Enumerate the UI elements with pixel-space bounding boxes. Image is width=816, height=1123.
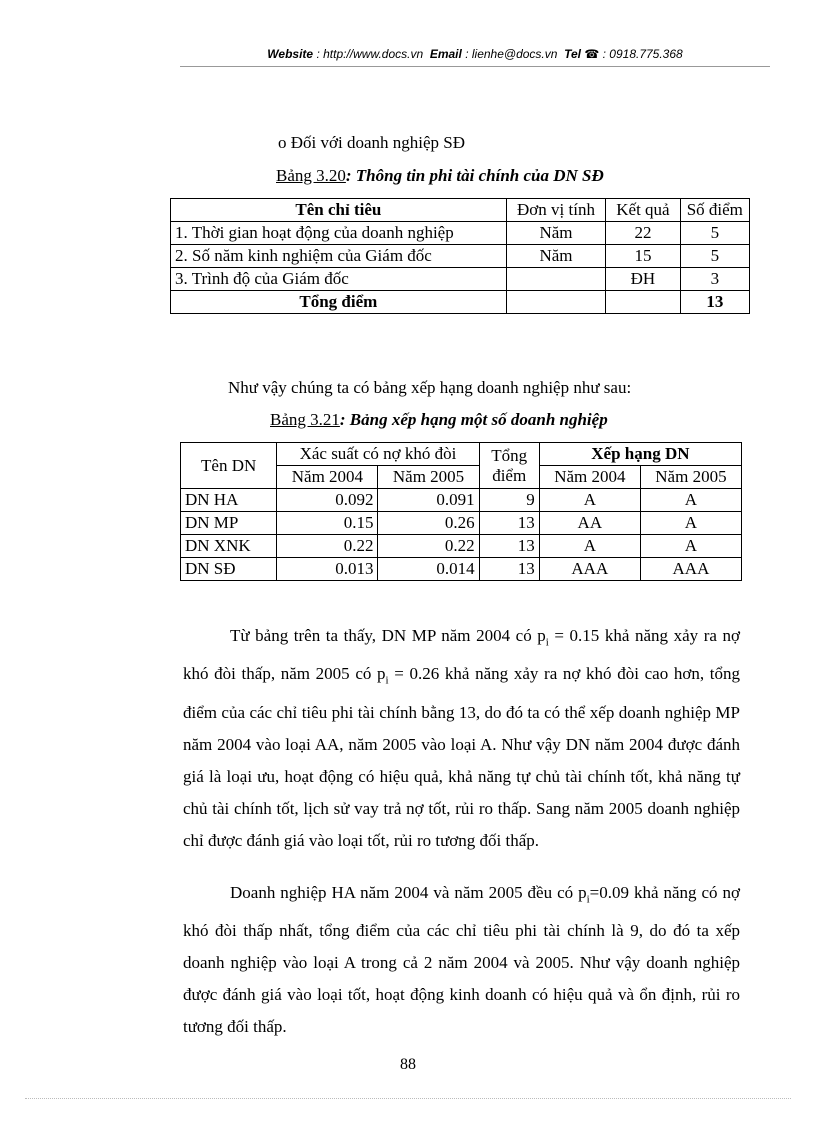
- header-rank: Xếp hạng DN: [539, 443, 741, 466]
- table-row: [181, 558, 742, 581]
- cell: A: [640, 535, 741, 558]
- ranking-table: [180, 442, 742, 581]
- cell: 5: [680, 245, 749, 268]
- page-header: [180, 47, 770, 61]
- header-unit: Đơn vị tính: [506, 199, 606, 222]
- cell: 3: [680, 268, 749, 291]
- cell: 3. Trình độ của Giám đốc: [171, 268, 507, 291]
- cell: 13: [479, 512, 539, 535]
- section-bullet: o Đối với doanh nghiệp SĐ: [278, 133, 466, 152]
- text-run: Từ bảng trên ta thấy, DN MP năm 2004 có p: [230, 626, 546, 645]
- header-total: Tổng điểm: [479, 443, 539, 489]
- text-run: Doanh nghiệp HA năm 2004 và năm 2005 đều có p: [230, 883, 587, 902]
- table2-caption-title: : Bảng xếp hạng một số doanh nghiệp: [339, 410, 608, 429]
- table-header-row: [171, 199, 750, 222]
- subscript: i: [586, 893, 590, 906]
- cell: 0.26: [378, 512, 479, 535]
- cell: A: [539, 489, 640, 512]
- total-label: Tổng điểm: [171, 291, 507, 314]
- table-total-row: [171, 291, 750, 314]
- cell: DN SĐ: [181, 558, 277, 581]
- cell: 5: [680, 222, 749, 245]
- header-result: Kết quả: [606, 199, 680, 222]
- cell: ĐH: [606, 268, 680, 291]
- text-run: = 0.15 khả năng xảy ra nợ khó đòi thấp, năm 2005 có p: [183, 626, 740, 684]
- header-score: Số điểm: [680, 199, 749, 222]
- cell: AAA: [539, 558, 640, 581]
- table-row: [181, 489, 742, 512]
- paragraph-ha-analysis: [183, 877, 740, 1043]
- header-name: Tên DN: [181, 443, 277, 489]
- cell: 0.15: [277, 512, 378, 535]
- text-run: = 0.26 khả năng xảy ra nợ khó đòi cao hơn, tổng điểm của các chỉ tiêu phi tài chính bằng 13, do đó ta có thể xếp doanh nghiệp MP năm 2004 vào loại AA, năm 2005 vào loại A. Như vậy DN năm 2004 được đánh giá là loại ưu, hoạt động có hiệu quả, khả năng tự chủ tài chính tốt, khả năng tự chủ tài chính tốt, lịch sử vay trả nợ tốt, rủi ro thấp. Sang năm 2005 doanh nghiệp chỉ được đánh giá vào loại tốt, rủi ro tương đối thấp.: [183, 664, 740, 850]
- cell: DN HA: [181, 489, 277, 512]
- table-row: [171, 268, 750, 291]
- header-probability: Xác suất có nợ khó đòi: [277, 443, 479, 466]
- footer-divider: [25, 1098, 791, 1099]
- cell: DN XNK: [181, 535, 277, 558]
- cell: 22: [606, 222, 680, 245]
- header-rank-2005: Năm 2005: [640, 466, 741, 489]
- cell: A: [640, 489, 741, 512]
- table-row: [171, 245, 750, 268]
- table1-caption-title: : Thông tin phi tài chính của DN SĐ: [345, 166, 604, 185]
- table-row: [171, 222, 750, 245]
- header-year-2004: Năm 2004: [277, 466, 378, 489]
- table-header-row: [181, 443, 742, 466]
- cell: [506, 268, 606, 291]
- table-row: [181, 535, 742, 558]
- cell: A: [539, 535, 640, 558]
- cell: AA: [539, 512, 640, 535]
- text-run: =0.09 khả năng có nợ khó đòi thấp nhất, tổng điểm của các chỉ tiêu phi tài chính là 9, do đó ta xếp doanh nghiệp vào loại A trong cả 2 năm 2004 và 2005. Như vậy doanh nghiệp được đánh giá vào loại tốt, hoạt động kinh doanh có hiệu quả và ổn định, rủi ro tương đối thấp.: [183, 883, 740, 1037]
- cell: Năm: [506, 222, 606, 245]
- header-year-2005: Năm 2005: [378, 466, 479, 489]
- cell: 13: [479, 558, 539, 581]
- table1-caption: [276, 166, 604, 186]
- table1-caption-prefix: Bảng 3.20: [276, 166, 346, 185]
- cell: [506, 291, 606, 314]
- cell: 0.013: [277, 558, 378, 581]
- cell: 0.092: [277, 489, 378, 512]
- header-criteria: Tên chỉ tiêu: [171, 199, 507, 222]
- cell: [606, 291, 680, 314]
- cell: 2. Số năm kinh nghiệm của Giám đốc: [171, 245, 507, 268]
- table2-caption-prefix: Bảng 3.21: [270, 410, 340, 429]
- intro-text: Như vậy chúng ta có bảng xếp hạng doanh nghiệp như sau:: [228, 378, 632, 397]
- cell: AAA: [640, 558, 741, 581]
- subscript: i: [545, 636, 549, 649]
- total-value: 13: [680, 291, 749, 314]
- website-link[interactable]: : http://www.docs.vn: [316, 47, 424, 61]
- email-link[interactable]: : lienhe@docs.vn: [465, 47, 558, 61]
- website-label: Website: [267, 47, 314, 61]
- page-number: 88: [400, 1056, 416, 1073]
- table2-caption: [270, 410, 608, 430]
- tel-value: ☎ : 0918.775.368: [584, 47, 683, 61]
- cell: 0.091: [378, 489, 479, 512]
- subscript: i: [385, 674, 389, 687]
- cell: DN MP: [181, 512, 277, 535]
- table-row: [181, 512, 742, 535]
- cell: 15: [606, 245, 680, 268]
- nonfinancial-info-table: [170, 198, 750, 314]
- cell: A: [640, 512, 741, 535]
- cell: Năm: [506, 245, 606, 268]
- header-divider: [180, 66, 770, 67]
- cell: 9: [479, 489, 539, 512]
- cell: 13: [479, 535, 539, 558]
- cell: 0.22: [378, 535, 479, 558]
- header-rank-2004: Năm 2004: [539, 466, 640, 489]
- paragraph-mp-analysis: [183, 620, 740, 857]
- tel-label: Tel: [564, 47, 581, 61]
- cell: 1. Thời gian hoạt động của doanh nghiệp: [171, 222, 507, 245]
- cell: 0.22: [277, 535, 378, 558]
- cell: 0.014: [378, 558, 479, 581]
- email-label: Email: [429, 47, 462, 61]
